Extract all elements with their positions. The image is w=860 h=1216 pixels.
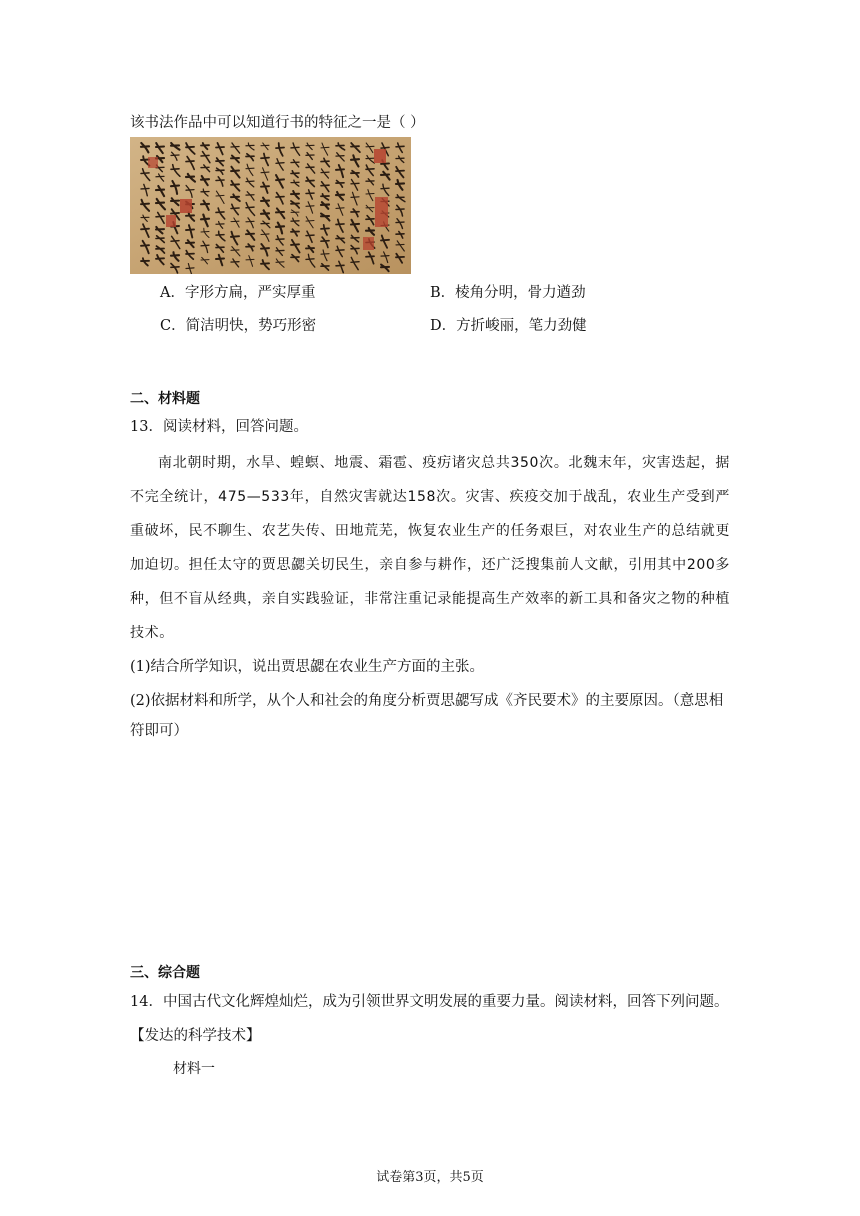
question-14-stem: 14．中国古代文化辉煌灿烂，成为引领世界文明发展的重要力量。阅读材料，回答下列问题。: [130, 994, 729, 1010]
sub-question-1: (1)结合所学知识，说出贾思勰在农业生产方面的主张。: [130, 659, 485, 675]
option-d: D．方折峻丽，笔力劲健: [430, 318, 587, 334]
material-one-label: 材料一: [173, 1061, 215, 1077]
option-b: B．棱角分明，骨力遒劲: [430, 285, 586, 301]
option-c: C．简洁明快，势巧形密: [160, 318, 317, 334]
question-12-stem: 该书法作品中可以知道行书的特征之一是（ ）: [130, 115, 425, 131]
question-13-stem: 13．阅读材料，回答问题。: [130, 419, 308, 435]
section-2-title: 二、材料题: [130, 391, 200, 407]
calligraphy-image: [130, 137, 411, 274]
subheading-science: 【发达的科学技术】: [130, 1028, 261, 1044]
page-footer: 试卷第3页，共5页: [376, 1170, 484, 1185]
section-3-title: 三、综合题: [130, 965, 200, 981]
sub-question-2: (2)依据材料和所学，从个人和社会的角度分析贾思勰写成《齐民要术》的主要原因。（意思相符即可）: [130, 693, 724, 739]
option-a: A．字形方扁，严实厚重: [160, 285, 316, 301]
material-paragraph: 南北朝时期，水旱、蝗螟、地震、霜雹、疫疠诸灾总共350次。北魏末年，灾害迭起，据不完全统计，475—533年，自然灾害就达158次。灾害、疾疫交加于战乱，农业生产受到严重破坏，民不聊生、农艺失传、田地荒芜，恢复农业生产的任务艰巨，对农业生产的总结就更加迫切。担任太守的贾思勰关切民生，亲自参与耕作，还广泛搜集前人文献，引用其中200多种，但不盲从经典，亲自实践验证，非常注重记录能提高生产效率的新工具和备灾之物的种植技术。: [130, 455, 730, 641]
